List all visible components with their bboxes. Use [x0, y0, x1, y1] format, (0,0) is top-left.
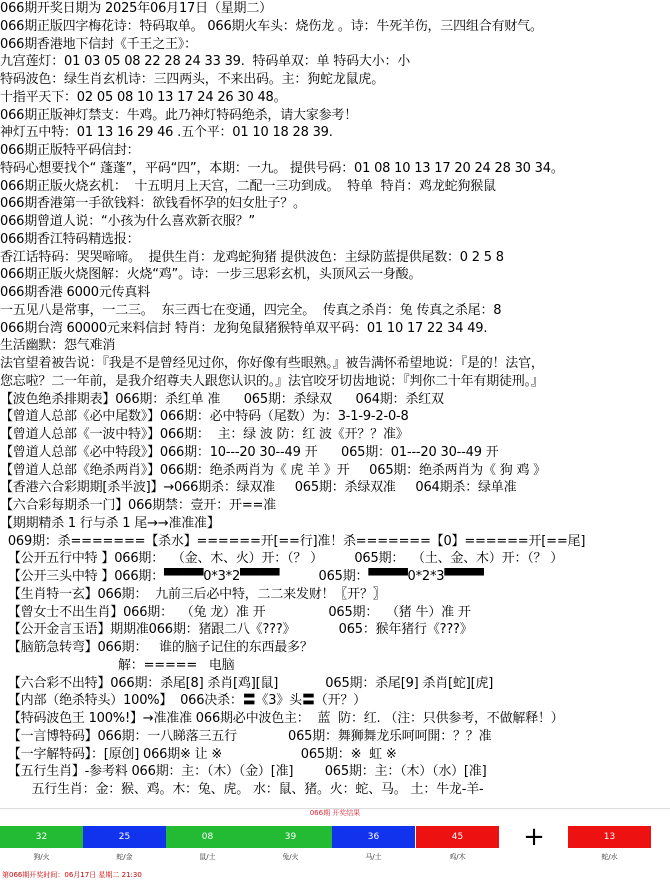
text-line: 066期香港第一手欲钱料：欲钱看怀孕的妇女肚子？。 — [0, 196, 306, 212]
text-line: 【六合彩每期杀一门】066期禁：壹开：开==准 — [0, 498, 276, 513]
text-line: 066期台湾 60000元来料信封 特肖：龙狗兔鼠猪猴特单双平码：01 10 17 22 34 49. — [0, 320, 488, 336]
text-line: 066期正版神灯禁支：牛鸡。此乃神灯特码绝杀，请大家参考！ — [0, 107, 358, 123]
text-line: 神灯五中特：01 13 16 29 46 .五个平：01 10 18 28 39. — [0, 125, 333, 141]
result-ball-3: 08 — [166, 826, 249, 848]
text-line: 【曾道人总部《一波中特》】066期： 主：绿 波 防：红 波《开？？准》 — [0, 427, 409, 442]
text-line: 【曾道人总部《必中特段》】066期：10---20 30--49 开 065期：01---20 30--49 开 — [0, 444, 499, 460]
text-line: 【曾道人总部《必中尾数》】066期：必中特码（尾数）为：3-1-9-2-0-8 — [0, 409, 409, 425]
text-line: 【公开五行中特 】066期： （金、木、火）开：（？ ） 065期： （土、金、木）开：（？ ） — [0, 551, 564, 567]
text-line: 【一字解特码】：[原创] 066期※ 让 ※ 065期：※ 虹 ※ — [0, 746, 397, 762]
text-line: 【一言博特码】066期：一八睇落三五行 065期：舞狮舞龙乐呵呵開：？？准 — [0, 728, 492, 744]
text-line: 【公开三头中特 】066期：▀▀▀▀0*3*2▀▀▀▀ 065期：▀▀▀▀0*2*3▀▀▀▀ — [0, 569, 484, 584]
text-line: 【曾道人总部《绝杀两肖》】066期：绝杀两肖为《 虎 羊 》开 065期：绝杀两肖为《 狗 鸡 》 — [0, 462, 546, 478]
text-line: 【特码波色王 100%!】→准准准 066期必中波色主： 蓝 防：红. （注：只供参考，不做解释！） — [0, 711, 564, 726]
text-line: 香江话特码：哭哭啼啼。 提供生肖：龙鸡蛇狗猪 提供波色：主绿防蓝提供尾数：0 2 5 8 — [0, 249, 504, 265]
text-line: 066期香港 6000元传真料 — [0, 285, 151, 300]
text-line: 066期正版火烧图解：火烧“鸡”。诗：一步三思彩玄机，头顶风云一身酸。 — [0, 267, 422, 283]
text-line: 法官望着被告说：『我是不是曾经见过你，你好像有些眼熟。』被告满怀希望地说：『是的！法官， — [0, 356, 544, 371]
text-line: 特码心想要找个“ 蓬蓬”，平码“四”，本期：一九。 提供号码：01 08 10 13 17 20 24 28 30 34。 — [0, 160, 564, 176]
text-line: 生活幽默：怨气难消 — [0, 338, 116, 354]
result-zodiac-2: 蛇/金 — [116, 853, 133, 861]
text-line: 十指平天下：02 05 08 10 13 17 24 26 30 48。 — [0, 89, 287, 105]
result-ball-4: 39 — [249, 826, 332, 848]
result-zodiac-7: 蛇/水 — [601, 853, 618, 861]
text-line: 【内部（绝杀特头）100%】 066决杀：〓《3》头〓（开？） — [0, 693, 366, 709]
text-line: 解：===== 电脑 — [0, 657, 235, 673]
text-line: 五行生肖：金：猴、鸡。木：兔、虎。 水：鼠、猪。火：蛇、马。 土：牛龙-羊- — [0, 782, 484, 797]
text-line: 【曾女士不出生肖】066期： （兔 龙）准 开 065期： （猪 牛）准 开 — [0, 604, 471, 620]
results-title: 066期 开奖结果 — [309, 809, 361, 817]
text-line: 066期香江特码精选报： — [0, 231, 140, 247]
text-line: 【生肖特一玄】066期： 九前三后必中特，二二来发财！〖开？〗 — [0, 586, 386, 602]
result-zodiacs — [0, 850, 670, 864]
text-line: 【公开金言玉语】期期准066期：猪跟二八《???》 065：猴年猪行《???》 — [0, 622, 473, 638]
text-line: 【期期精杀 1 行与杀 1 尾→→准准准】 — [0, 515, 220, 531]
result-zodiac-3: 鼠/土 — [199, 853, 216, 861]
text-line: 【波色绝杀排期表】066期：杀红单 准 065期：杀绿双 064期：杀红双 — [0, 391, 444, 407]
text-line: 【香港六合彩期期[杀半波]】→066期杀：绿双准 065期：杀绿双准 064期杀：绿单准 — [0, 480, 517, 496]
text-line: 【六合彩不出特】066期：杀尾[8] 杀肖[鸡][鼠] 065期：杀尾[9] 杀肖[蛇][虎] — [0, 675, 494, 691]
text-line: 066期正版四字梅花诗：特码取单。 066期火车头：烧伤龙 。诗：牛死羊伤，三四组合有财气。 — [0, 18, 543, 34]
text-line: 一五见八是常事，一二三。 东三西七在变通，四完全。 传真之杀肖：兔 传真之杀尾：8 — [0, 302, 502, 318]
text-line: 066期正版特平码信封： — [0, 143, 140, 158]
draw-time-footer: 第066期开奖时间：06月17日 星期二 21:30 — [2, 871, 142, 879]
result-zodiac-1: 狗/火 — [33, 853, 50, 861]
result-zodiac-6: 鸡/木 — [449, 853, 466, 861]
result-ball-7: 13 — [568, 826, 651, 848]
result-ball-1: 32 — [0, 826, 83, 848]
result-zodiac-5: 马/土 — [365, 853, 382, 861]
text-line: 069期：杀=======【杀水】======开[==行]准！杀=======【0】======开[==尾] — [0, 533, 586, 549]
plus-sign: + — [523, 822, 545, 852]
text-line: 066期开奖日期为 2025年06月17日（星期二） — [0, 1, 272, 16]
result-balls — [0, 826, 670, 848]
text-line: 九宫莲灯：01 03 05 08 22 28 24 33 39. 特码单双：单 特码大小：小 — [0, 54, 411, 70]
text-line: 066期香港地下信封《千王之王》： — [0, 36, 197, 52]
text-line: 特码波色：绿生肖玄机诗：三四两头，不来出码。主：狗蛇龙鼠虎。 — [0, 72, 385, 87]
text-line: 您忘啦？二一年前，是我介绍尊夫人跟您认识的。』法官咬牙切齿地说：『判你二十年有期徒刑。』 — [0, 373, 544, 389]
result-ball-6: 45 — [416, 826, 499, 848]
text-line: 【五行生肖】-参考料 066期：主：（木）（金）[准] 065期：主：（木）（水）[准] — [0, 764, 487, 780]
result-ball-2: 25 — [83, 826, 166, 848]
text-line: 066期曾道人说：“小孩为什么喜欢新衣服？” — [0, 214, 255, 229]
result-zodiac-4: 兔/火 — [282, 853, 299, 861]
text-line: 066期正版火烧玄机： 十五明月上天宫，二配一三功到成。 特单 特肖：鸡龙蛇狗猴鼠 — [0, 178, 496, 194]
result-ball-5: 36 — [332, 826, 415, 848]
text-line: 【脑筋急转弯】066期： 谁的脑子记住的东西最多？ — [0, 640, 313, 655]
